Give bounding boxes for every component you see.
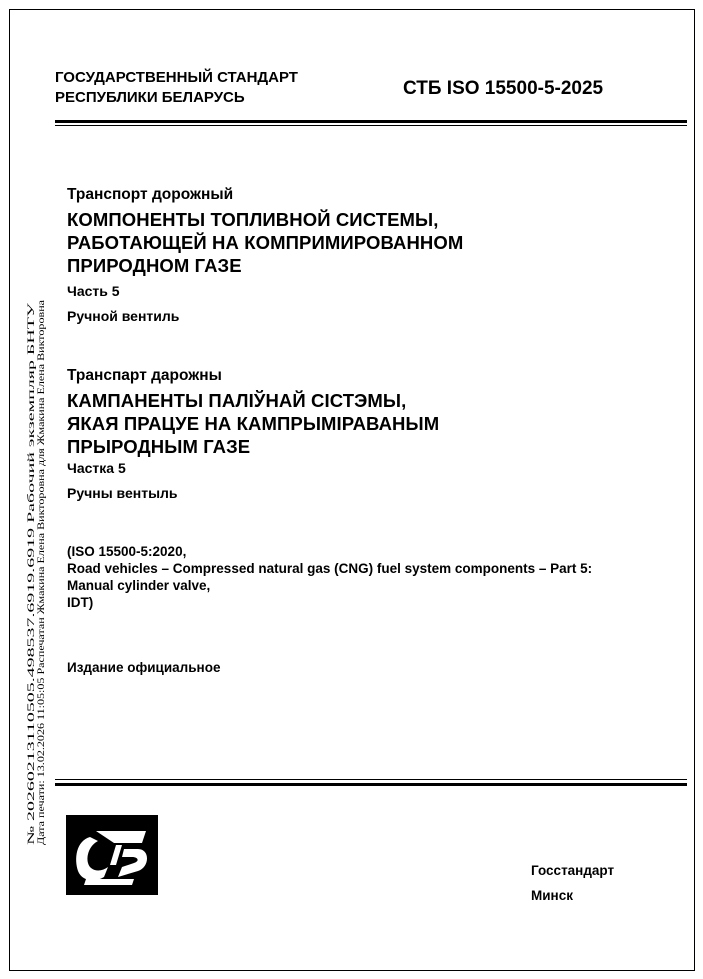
russian-title-block (67, 184, 463, 326)
publisher-block (531, 858, 614, 908)
print-stamp-svg (26, 300, 48, 860)
org-line-1: ГОСУДАРСТВЕННЫЙ СТАНДАРТ (55, 69, 298, 86)
standard-organization (55, 68, 298, 108)
by-part: Частка 5 (67, 460, 126, 476)
iso-reference (67, 543, 592, 611)
iso-ref-line-3: Manual cylinder valve, (67, 578, 211, 593)
iso-ref-line-4: IDT) (67, 595, 94, 610)
by-subtitle: Транспарт дарожны (67, 367, 222, 384)
ru-title-line-2: РАБОТАЮЩЕЙ НА КОМПРИМИРОВАННОМ (67, 232, 464, 253)
publisher-name: Госстандарт (531, 863, 615, 878)
print-stamp-line-2: Дата печати: 13.02.2026 11:05:05 Распечатан Жмакина Елена Викторовна для Жмакина Елена Викторовна (36, 411, 47, 845)
ru-subtitle: Транспорт дорожный (67, 186, 234, 203)
ru-part: Часть 5 (67, 283, 120, 299)
standard-designation: СТБ ISO 15500-5-2025 (403, 78, 604, 99)
by-title-line-2: ЯКАЯ ПРАЦУЕ НА КАМПРЫМІРАВАНЫМ (67, 413, 440, 434)
bottom-rule-thick (55, 783, 687, 786)
org-line-2: РЕСПУБЛИКИ БЕЛАРУСЬ (55, 89, 245, 106)
edition-label: Издание официальное (67, 660, 221, 675)
by-title-line-3: ПРЫРОДНЫМ ГАЗЕ (67, 436, 251, 457)
ru-title-line-3: ПРИРОДНОМ ГАЗЕ (67, 255, 242, 276)
bottom-rule-thin (55, 779, 687, 780)
by-title-line-1: КАМПАНЕНТЫ ПАЛІЎНАЙ СІСТЭМЫ, (67, 390, 407, 411)
top-rule-thin (55, 125, 687, 126)
print-stamp (26, 300, 46, 860)
publisher-city: Минск (531, 888, 573, 903)
stb-logo-svg (66, 815, 158, 895)
by-part-name: Ручны вентыль (67, 485, 178, 501)
iso-ref-line-2: Road vehicles – Compressed natural gas (CNG) fuel system components – Part 5: (67, 561, 593, 576)
iso-ref-line-1: (ISO 15500-5:2020, (67, 544, 187, 559)
ru-part-name: Ручной вентиль (67, 308, 180, 324)
stb-logo (66, 815, 158, 895)
ru-title-line-1: КОМПОНЕНТЫ ТОПЛИВНОЙ СИСТЕМЫ, (67, 209, 439, 230)
belarusian-title-block (67, 365, 439, 503)
top-rule-thick (55, 120, 687, 123)
print-stamp-line-1: № 20260213110505.498537.6919.6919 Рабочий экземпляр БНТУ (26, 583, 37, 845)
